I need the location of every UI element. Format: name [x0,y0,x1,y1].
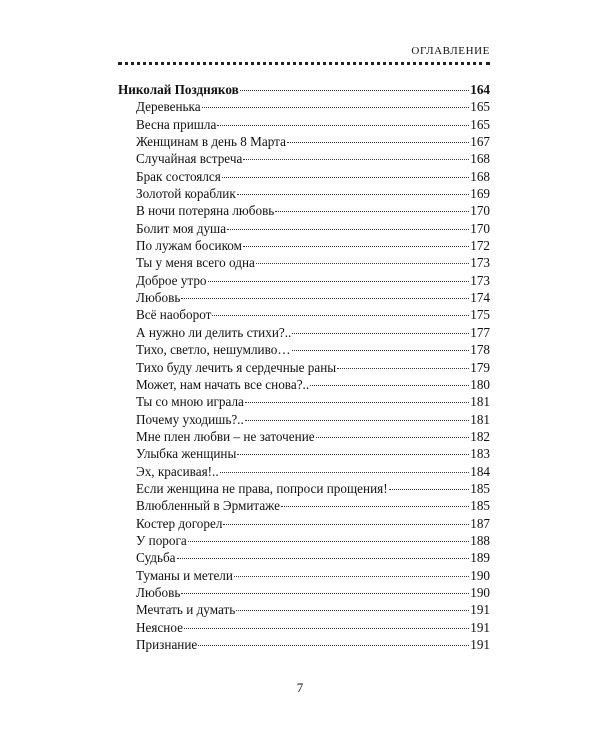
toc-entry-title: Случайная встреча [136,151,243,167]
dotted-header-rule [118,62,490,65]
toc-dot-leader [256,263,469,264]
toc-entry-page: 180 [470,376,490,392]
toc-entry-page: 170 [470,220,490,236]
toc-entry-title: Тихо буду лечить я сердечные раны [136,359,337,375]
toc-entry[interactable] [118,255,490,272]
toc-entry[interactable] [118,169,490,186]
toc-entry-title: Ты у меня всего одна [136,255,255,271]
section-title: ОГЛАВЛЕНИЕ [411,45,490,57]
toc-entry-title: Костер догорел [136,515,223,531]
toc-entry[interactable] [118,516,490,533]
toc-entry-page: 184 [470,463,490,479]
toc-entry[interactable] [118,325,490,342]
toc-entry[interactable] [118,568,490,585]
toc-entry[interactable] [118,134,490,151]
toc-entry-page: 185 [470,480,490,496]
toc-dot-leader [181,298,469,299]
toc-entry-page: 174 [470,290,490,306]
toc-entry[interactable] [118,602,490,619]
toc-entry-title: По лужам босиком [136,238,242,254]
toc-entry-title: Улыбка женщины [136,446,237,462]
toc-entry[interactable] [118,290,490,307]
toc-dot-leader [389,489,470,490]
toc-dot-leader [227,229,469,230]
toc-entry-page: 170 [470,203,490,219]
toc-entry-page: 181 [470,394,490,410]
toc-entry-title: В ночи потеряна любовь [136,203,275,219]
toc-entry-page: 167 [470,134,490,150]
toc-entry[interactable] [118,203,490,220]
toc-entry[interactable] [118,360,490,377]
toc-dot-leader [287,142,469,143]
toc-entry-title: Любовь [136,290,181,306]
toc-entry[interactable] [118,429,490,446]
toc-entry-title: Болит моя душа [136,220,227,236]
toc-dot-leader [292,350,470,351]
toc-entry-title: Весна пришла [136,116,217,132]
toc-entry-title: Тихо, светло, нешумливо… [136,342,291,358]
toc-dot-leader [292,333,469,334]
toc-entry-page: 191 [470,602,490,618]
toc-entry-title: Деревенька [136,99,201,115]
toc-entry[interactable] [118,412,490,429]
toc-entry-title: Брак состоялся [136,168,221,184]
toc-entry-page: 169 [470,186,490,202]
toc-entry[interactable] [118,620,490,637]
page-number: 7 [296,680,304,695]
toc-entry[interactable] [118,498,490,515]
toc-entry-page: 168 [470,151,490,167]
toc-entry-page: 182 [470,428,490,444]
toc-entry[interactable] [118,307,490,324]
toc-entry-page: 175 [470,307,490,323]
toc-entry-page: 181 [470,411,490,427]
toc-entry[interactable] [118,238,490,255]
toc-author-entry[interactable] [118,82,490,99]
toc-entry[interactable] [118,533,490,550]
toc-dot-leader [243,159,469,160]
toc-dot-leader [184,628,469,629]
toc-entry-title: Мне плен любви – не заточение [136,428,315,444]
toc-entry-page: 188 [470,532,490,548]
toc-entry[interactable] [118,99,490,116]
toc-author-page: 164 [470,82,490,97]
toc-dot-leader [188,541,469,542]
toc-entry-page: 178 [470,342,490,358]
toc-entry[interactable] [118,342,490,359]
toc-dot-leader [177,558,470,559]
toc-entry-page: 189 [470,550,490,566]
toc-entry-page: 190 [470,567,490,583]
toc-entry-title: Влюбленный в Эрмитаже [136,498,280,514]
toc-entry[interactable] [118,464,490,481]
toc-entry[interactable] [118,151,490,168]
toc-dot-leader [223,524,469,525]
table-of-contents [118,82,490,654]
toc-entry-title: Всё наоборот [136,307,212,323]
toc-entry[interactable] [118,637,490,654]
toc-entry[interactable] [118,117,490,134]
toc-dot-leader [220,472,470,473]
toc-dot-leader [316,437,470,438]
toc-entry-page: 173 [470,272,490,288]
toc-entry-page: 168 [470,168,490,184]
toc-author-name: Николай Поздняков [118,82,239,97]
toc-entry[interactable] [118,550,490,567]
toc-entry-page: 165 [470,116,490,132]
toc-dot-leader [237,194,469,195]
toc-dot-leader [310,385,469,386]
toc-entry[interactable] [118,585,490,602]
toc-dot-leader [236,610,469,611]
toc-dot-leader [217,125,469,126]
toc-entry-title: Почему уходишь?.. [136,411,244,427]
toc-entry-title: Золотой кораблик [136,186,236,202]
toc-entry-page: 191 [470,619,490,635]
toc-dot-leader [275,211,469,212]
toc-dot-leader [234,576,469,577]
toc-entry-title: Если женщина не права, попроси прощения! [136,480,388,496]
toc-dot-leader [237,454,469,455]
toc-entry-page: 187 [470,515,490,531]
toc-entry-title: Судьба [136,550,176,566]
toc-entry-title: Мечтать и думать [136,602,236,618]
toc-dot-leader [198,645,469,646]
toc-entry-title: Может, нам начать все снова?.. [136,376,310,392]
toc-dot-leader [222,177,469,178]
toc-dot-leader [281,506,469,507]
toc-entry-title: Туманы и метели [136,567,233,583]
toc-dot-leader [243,246,469,247]
toc-entry[interactable] [118,221,490,238]
toc-entry[interactable] [118,394,490,411]
toc-entry-page: 191 [470,637,490,652]
toc-entry-page: 173 [470,255,490,271]
toc-entry[interactable] [118,446,490,463]
toc-entry-title: Доброе утро [136,272,207,288]
toc-entry[interactable] [118,273,490,290]
toc-entry-page: 177 [470,324,490,340]
toc-entry-title: Эх, красивая!.. [136,463,219,479]
toc-entry-title: Ты со мною играла [136,394,244,410]
toc-dot-leader [202,107,470,108]
toc-dot-leader [245,402,469,403]
toc-entry-page: 179 [470,359,490,375]
toc-dot-leader [208,281,470,282]
toc-entry-page: 185 [470,498,490,514]
toc-dot-leader [245,420,469,421]
toc-entry-title: Признание [136,637,198,652]
toc-entry-page: 172 [470,238,490,254]
toc-dot-leader [212,315,469,316]
toc-dot-leader [337,368,469,369]
toc-entry[interactable] [118,186,490,203]
toc-entry-title: Любовь [136,584,181,600]
toc-entry-page: 183 [470,446,490,462]
toc-entry[interactable] [118,481,490,498]
toc-entry-page: 190 [470,584,490,600]
toc-entry-title: А нужно ли делить стихи?.. [136,324,292,340]
toc-entry-title: У порога [136,532,187,548]
toc-entry[interactable] [118,377,490,394]
toc-dot-leader [181,593,469,594]
toc-dot-leader [240,90,470,91]
toc-entry-title: Женщинам в день 8 Марта [136,134,286,150]
toc-entry-title: Неясное [136,619,183,635]
toc-entry-page: 165 [470,99,490,115]
